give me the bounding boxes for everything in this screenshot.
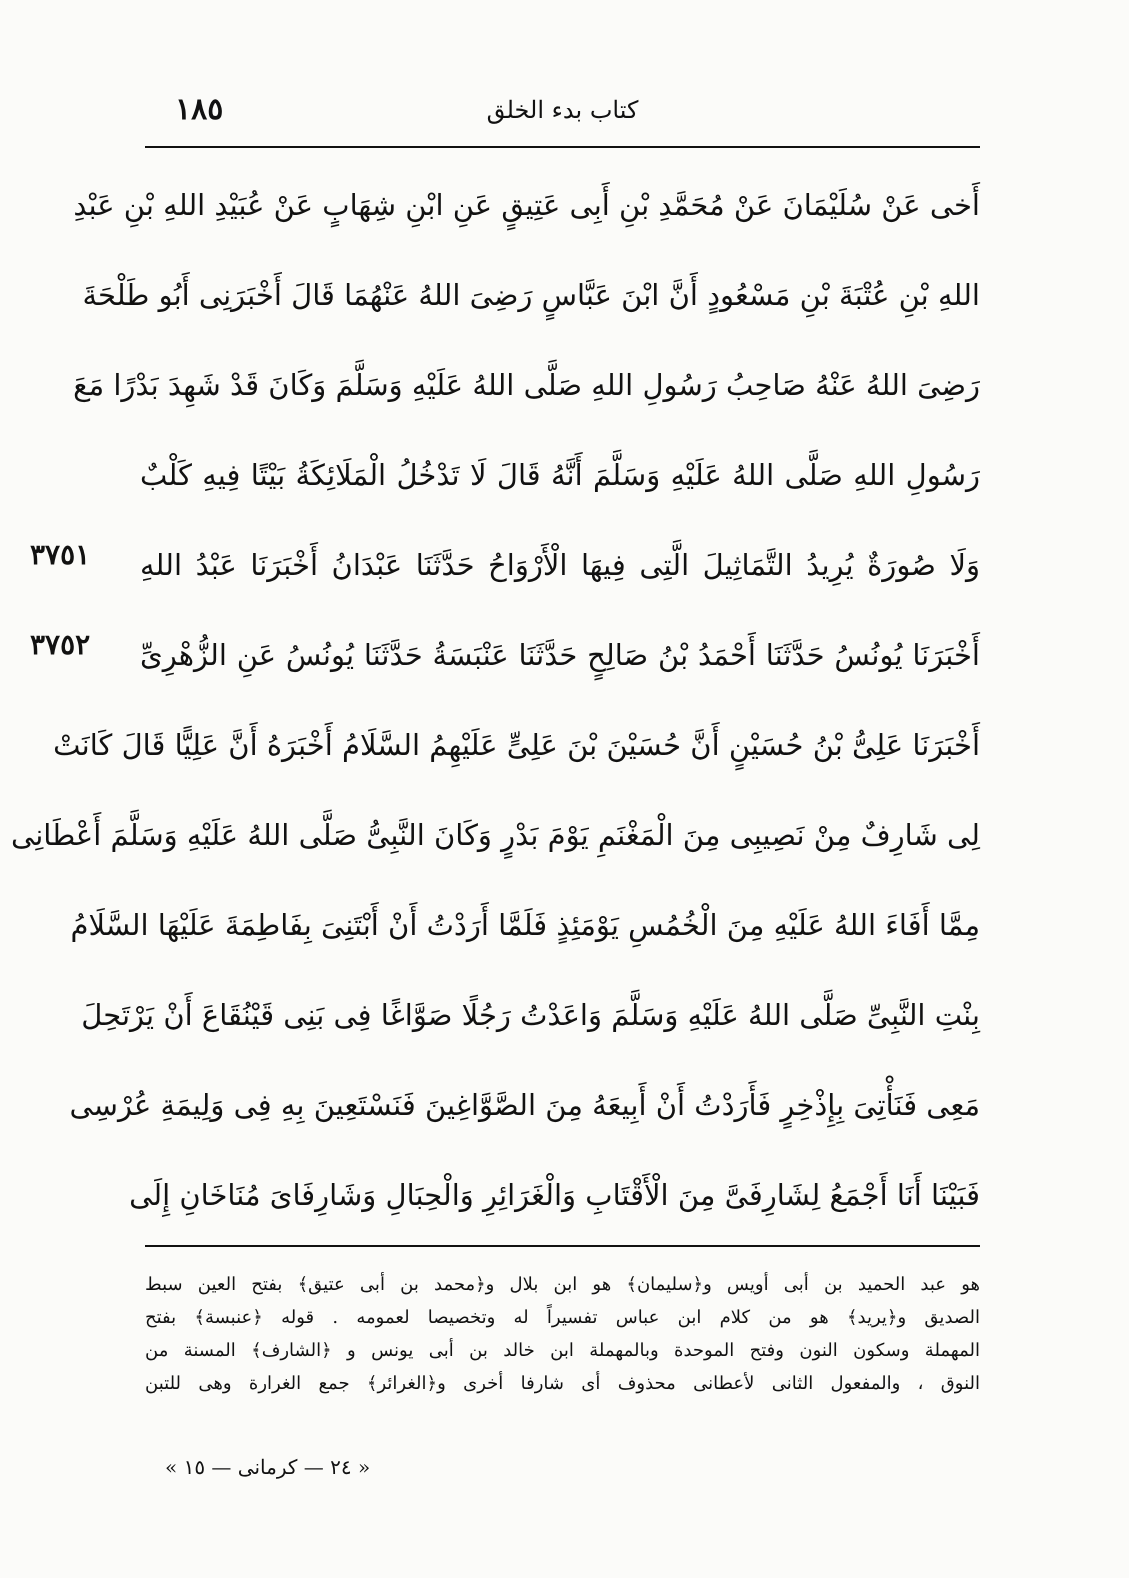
text-line: أَخى عَنْ سُلَيْمَانَ عَنْ مُحَمَّدِ بْنِ أَبِى عَتِيقٍ عَنِ ابْنِ شِهَابٍ عَنْ عُبَيْدِ اللهِ بْنِ عَبْدِ xyxy=(73,188,980,222)
book-title: كتاب بدء الخلق xyxy=(486,96,639,124)
text-line: أَخْبَرَنَا يُونُسُ حَدَّثَنَا أَحْمَدُ بْنُ صَالِحٍ حَدَّثَنَا عَنْبَسَةُ حَدَّثَنَا يُونُسُ عَنِ الزُّهْرِىِّ xyxy=(140,638,980,672)
hadith-number: ٣٧٥١ xyxy=(30,538,91,571)
footnote-line: المهملة وسكون النون وفتح الموحدة وبالمهملة ابن خالد بن أبى يونس و ﴿الشارف﴾ المسنة من xyxy=(145,1340,980,1361)
text-line: مَعِى فَنَأْتِىَ بِإِذْخِرٍ فَأَرَدْتُ أَنْ أَبِيعَهُ مِنَ الصَّوَّاغِينَ فَنَسْتَعِينَ بِهِ فِى وَلِيمَةِ عُرْسِى xyxy=(69,1088,980,1122)
footnote-line: الصديق و﴿يريد﴾ هو من كلام ابن عباس تفسيراً له وتخصيصا لعمومه . قوله ﴿عنبسة﴾ بفتح xyxy=(145,1307,980,1328)
text-line: أَخْبَرَنَا عَلِىُّ بْنُ حُسَيْنٍ أَنَّ حُسَيْنَ بْنَ عَلِىٍّ عَلَيْهِمُ السَّلَامُ أَخْبَرَهُ أَنَّ عَلِيًّا قَالَ كَانَتْ xyxy=(53,728,980,762)
footnote-divider xyxy=(145,1245,980,1247)
header-divider xyxy=(145,146,980,148)
text-line: رَضِىَ اللهُ عَنْهُ صَاحِبُ رَسُولِ اللهِ صَلَّى اللهُ عَلَيْهِ وَسَلَّمَ وَكَانَ قَدْ شَهِدَ بَدْرًا مَعَ xyxy=(73,368,980,402)
text-line: مِمَّا أَفَاءَ اللهُ عَلَيْهِ مِنَ الْخُمُسِ يَوْمَئِذٍ فَلَمَّا أَرَدْتُ أَنْ أَبْتَنِىَ بِفَاطِمَةَ عَلَيْهَا السَّلَامُ xyxy=(70,908,980,942)
text-line: بِنْتِ النَّبِىِّ صَلَّى اللهُ عَلَيْهِ وَسَلَّمَ وَاعَدْتُ رَجُلًا صَوَّاغًا فِى بَنِى قَيْنُقَاعَ أَنْ يَرْتَحِلَ xyxy=(81,998,980,1032)
page-number: ١٨٥ xyxy=(175,92,224,127)
text-line: اللهِ بْنِ عُتْبَةَ بْنِ مَسْعُودٍ أَنَّ ابْنَ عَبَّاسٍ رَضِىَ اللهُ عَنْهُمَا قَالَ أَخْبَرَنِى أَبُو طَلْحَةَ xyxy=(82,278,980,312)
footnote-line: النوق ، والمفعول الثانى لأعطانى محذوف أى شارفا أخرى و﴿الغرائر﴾ جمع الغرارة وهى للتبن xyxy=(145,1373,980,1394)
text-line: فَبَيْنَا أَنَا أَجْمَعُ لِشَارِفَىَّ مِنَ الْأَقْتَابِ وَالْغَرَائِرِ وَالْحِبَالِ وَشَارِفَاىَ مُنَاخَانِ إِلَى xyxy=(129,1178,980,1212)
page-header xyxy=(145,92,980,140)
signature-mark: « ٢٤ — كرمانى — ١٥ » xyxy=(165,1455,371,1479)
text-line: لِى شَارِفٌ مِنْ نَصِيبِى مِنَ الْمَغْنَمِ يَوْمَ بَدْرٍ وَكَانَ النَّبِىُّ صَلَّى اللهُ عَلَيْهِ وَسَلَّمَ أَعْطَانِى xyxy=(11,818,980,852)
text-line: وَلَا صُورَةٌ يُرِيدُ التَّمَاثِيلَ الَّتِى فِيهَا الْأَرْوَاحُ حَدَّثَنَا عَبْدَانُ أَخْبَرَنَا عَبْدُ اللهِ xyxy=(140,548,980,582)
footnotes xyxy=(145,1268,980,1400)
text-line: رَسُولِ اللهِ صَلَّى اللهُ عَلَيْهِ وَسَلَّمَ أَنَّهُ قَالَ لَا تَدْخُلُ الْمَلَائِكَةُ بَيْتًا فِيهِ كَلْبٌ xyxy=(140,458,980,492)
hadith-number: ٣٧٥٢ xyxy=(30,628,91,661)
footnote-line: هو عبد الحميد بن أبى أويس و﴿سليمان﴾ هو ابن بلال و﴿محمد بن أبى عتيق﴾ بفتح العين سبط xyxy=(145,1274,980,1295)
